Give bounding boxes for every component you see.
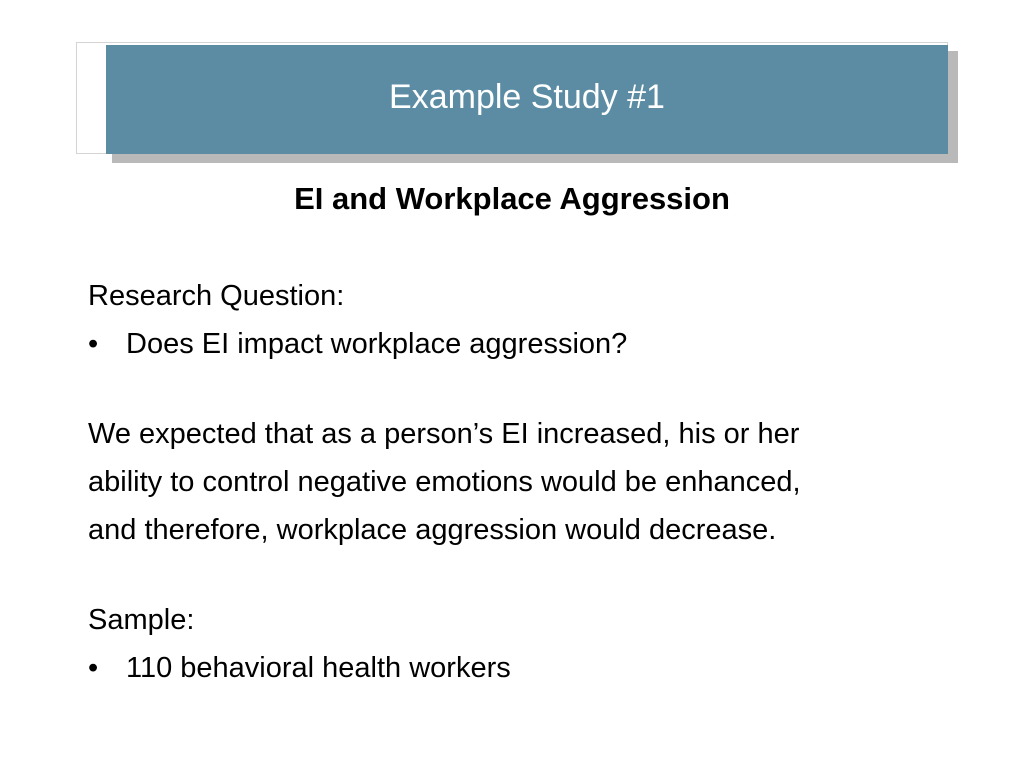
expectation-paragraph bbox=[88, 410, 968, 554]
slide-body bbox=[88, 272, 968, 692]
research-question-text: Does EI impact workplace aggression? bbox=[126, 328, 628, 360]
sample-heading: Sample: bbox=[88, 604, 195, 636]
sample-text: 110 behavioral health workers bbox=[126, 652, 511, 684]
list-item bbox=[88, 320, 968, 368]
spacer bbox=[88, 368, 968, 410]
expectation-line: and therefore, workplace aggression would decrease. bbox=[88, 514, 777, 546]
bullet-icon: • bbox=[88, 328, 99, 360]
list-item bbox=[88, 644, 968, 692]
sample-list bbox=[88, 644, 968, 692]
title-bar bbox=[106, 45, 948, 154]
spacer bbox=[88, 554, 968, 596]
research-question-list bbox=[88, 320, 968, 368]
bullet-icon: • bbox=[88, 652, 99, 684]
research-question-heading: Research Question: bbox=[88, 280, 345, 312]
expectation-line: We expected that as a person’s EI increased, his or her bbox=[88, 418, 800, 450]
slide-title: Example Study #1 bbox=[389, 78, 665, 116]
expectation-line: ability to control negative emotions would be enhanced, bbox=[88, 466, 801, 498]
slide-subtitle: EI and Workplace Aggression bbox=[294, 181, 730, 216]
